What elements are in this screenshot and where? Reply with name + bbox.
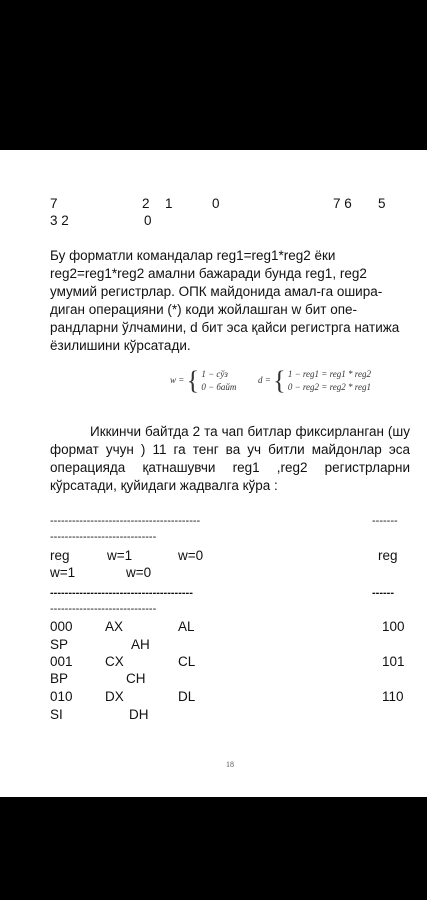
table-cell-w1: DX (105, 689, 124, 704)
bit-label: 5 (378, 196, 386, 211)
table-cell-w1: CX (105, 654, 124, 669)
formula-w-case: 1 − сўз (201, 369, 228, 379)
document-page (0, 150, 427, 797)
paragraph-second-byte: Иккинчи байтда 2 та чап битлар фиксирланган (шу формат учун ) 11 га тенг ва уч битли майдонлар эса операцияда қатнашувчи reg1 ,reg2 регистрларни кўрсатади, қуйидаги жадвалга кўра : (50, 424, 410, 493)
table-cell-code: 100 (382, 619, 405, 634)
table-cell-w0: AL (178, 619, 195, 634)
formula-d (258, 368, 371, 394)
formula-w-lhs: w = (170, 375, 185, 386)
table-cell-code: 101 (382, 654, 405, 669)
bit-label: 3 2 (50, 213, 69, 228)
table-header-w1: w=1 (50, 565, 76, 580)
table-cell-w0: DL (178, 689, 196, 704)
table-header-w0: w=0 (126, 565, 152, 580)
formula-w-case: 0 − байт (201, 382, 237, 392)
table-cell-code: 010 (50, 689, 73, 704)
table-divider: ------- (372, 515, 398, 527)
table-cell-w0: AH (131, 637, 150, 652)
bit-label: 7 6 (333, 196, 352, 211)
table-header-w1: w=1 (107, 548, 133, 563)
brace-icon: { (273, 366, 286, 395)
table-cell-code: 110 (382, 689, 404, 704)
table-divider: ----------------------------------------- (50, 515, 201, 527)
table-divider: ------ (372, 587, 394, 599)
table-header-reg: reg (378, 548, 398, 563)
bit-label: 7 (50, 196, 58, 211)
bit-label: 0 (144, 213, 152, 228)
table-cell-w1: AX (105, 619, 124, 634)
table-cell-code: 001 (50, 654, 73, 669)
formula-w (170, 368, 236, 394)
table-cell-code: 000 (50, 619, 73, 634)
table-divider: ----------------------------- (50, 531, 157, 543)
formula-d-lhs: d = (258, 375, 271, 386)
table-divider: --------------------------------------- (50, 587, 193, 599)
table-cell-w0: CL (178, 654, 196, 669)
formula-d-case: 1 − reg1 = reg1 * reg2 (287, 369, 371, 379)
paragraph-format-description: Бу форматли командалар reg1=reg1*reg2 ёки reg2=reg1*reg2 амални бажаради бунда reg1, reg2 умумий регистрлар. ОПК майдонида амал-га ошира-диган операцияни (*) коди жойлашган w бит опе-рандларни ўлчамини, d бит эса қайси регистрга натижа ёзилишини кўрсатади. (50, 248, 400, 353)
brace-icon: { (186, 366, 200, 395)
table-cell-w1: BP (50, 671, 69, 686)
table-cell-w1: SI (50, 707, 63, 722)
page-number: 18 (226, 760, 234, 769)
table-cell-w1: SP (50, 637, 69, 652)
table-header-reg: reg (50, 548, 70, 563)
bit-label: 2 (142, 196, 150, 211)
bit-label: 1 (165, 196, 173, 211)
table-cell-w0: CH (126, 671, 146, 686)
bit-label: 0 (212, 196, 220, 211)
table-cell-w0: DH (129, 707, 149, 722)
table-divider: ----------------------------- (50, 603, 157, 615)
formula-d-case: 0 − reg2 = reg2 * reg1 (287, 382, 371, 392)
table-header-w0: w=0 (178, 548, 204, 563)
